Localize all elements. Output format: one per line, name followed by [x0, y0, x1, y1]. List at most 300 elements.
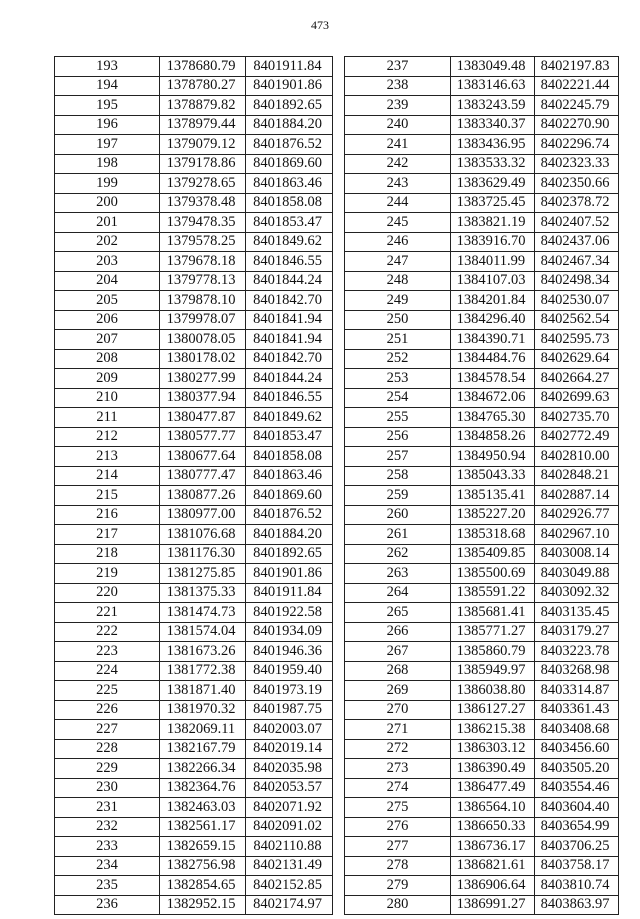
- table-row: [55, 525, 333, 545]
- x-coordinate-cell: 1379778.13: [160, 271, 246, 291]
- table-row: [345, 408, 619, 428]
- point-number-cell: 196: [55, 115, 160, 135]
- x-coordinate-cell: 1379978.07: [160, 310, 246, 330]
- x-coordinate-cell: 1380477.87: [160, 408, 246, 428]
- table-row: [55, 310, 333, 330]
- table-row: [345, 252, 619, 272]
- x-coordinate-cell: 1380277.99: [160, 369, 246, 389]
- point-number-cell: 278: [345, 856, 451, 876]
- table-row: [345, 876, 619, 896]
- point-number-cell: 269: [345, 681, 451, 701]
- point-number-cell: 271: [345, 720, 451, 740]
- point-number-cell: 275: [345, 798, 451, 818]
- table-row: [55, 252, 333, 272]
- point-number-cell: 203: [55, 252, 160, 272]
- table-row: [55, 603, 333, 623]
- table-row: [55, 505, 333, 525]
- y-coordinate-cell: 8403179.27: [535, 622, 619, 642]
- table-row: [55, 837, 333, 857]
- table-row: [55, 622, 333, 642]
- table-row: [55, 700, 333, 720]
- table-row: [345, 330, 619, 350]
- y-coordinate-cell: 8402562.54: [535, 310, 619, 330]
- point-number-cell: 260: [345, 505, 451, 525]
- point-number-cell: 204: [55, 271, 160, 291]
- table-row: [345, 388, 619, 408]
- x-coordinate-cell: 1383916.70: [451, 232, 535, 252]
- x-coordinate-cell: 1381871.40: [160, 681, 246, 701]
- point-number-cell: 207: [55, 330, 160, 350]
- table-row: [345, 427, 619, 447]
- table-row: [55, 720, 333, 740]
- table-row: [345, 720, 619, 740]
- x-coordinate-cell: 1381275.85: [160, 564, 246, 584]
- y-coordinate-cell: 8401842.70: [246, 349, 333, 369]
- y-coordinate-cell: 8402221.44: [535, 76, 619, 96]
- x-coordinate-cell: 1384201.84: [451, 291, 535, 311]
- y-coordinate-cell: 8401922.58: [246, 603, 333, 623]
- y-coordinate-cell: 8402437.06: [535, 232, 619, 252]
- y-coordinate-cell: 8402407.52: [535, 213, 619, 233]
- table-row: [55, 778, 333, 798]
- table-row: [55, 349, 333, 369]
- y-coordinate-cell: 8401987.75: [246, 700, 333, 720]
- x-coordinate-cell: 1378979.44: [160, 115, 246, 135]
- point-number-cell: 273: [345, 759, 451, 779]
- point-number-cell: 239: [345, 96, 451, 116]
- table-row: [55, 486, 333, 506]
- table-row: [55, 466, 333, 486]
- table-row: [55, 759, 333, 779]
- x-coordinate-cell: 1386906.64: [451, 876, 535, 896]
- x-coordinate-cell: 1384107.03: [451, 271, 535, 291]
- table-row: [345, 603, 619, 623]
- table-row: [345, 739, 619, 759]
- x-coordinate-cell: 1380377.94: [160, 388, 246, 408]
- x-coordinate-cell: 1384011.99: [451, 252, 535, 272]
- x-coordinate-cell: 1380977.00: [160, 505, 246, 525]
- table-row: [345, 817, 619, 837]
- y-coordinate-cell: 8401869.60: [246, 486, 333, 506]
- y-coordinate-cell: 8401911.84: [246, 583, 333, 603]
- point-number-cell: 195: [55, 96, 160, 116]
- point-number-cell: 245: [345, 213, 451, 233]
- y-coordinate-cell: 8403008.14: [535, 544, 619, 564]
- x-coordinate-cell: 1378879.82: [160, 96, 246, 116]
- point-number-cell: 280: [345, 895, 451, 915]
- table-row: [345, 778, 619, 798]
- table-row: [55, 798, 333, 818]
- x-coordinate-cell: 1379478.35: [160, 213, 246, 233]
- y-coordinate-cell: 8401858.08: [246, 193, 333, 213]
- table-row: [55, 76, 333, 96]
- y-coordinate-cell: 8403554.46: [535, 778, 619, 798]
- table-row: [345, 135, 619, 155]
- point-number-cell: 277: [345, 837, 451, 857]
- point-number-cell: 235: [55, 876, 160, 896]
- table-row: [55, 271, 333, 291]
- y-coordinate-cell: 8402498.34: [535, 271, 619, 291]
- x-coordinate-cell: 1386215.38: [451, 720, 535, 740]
- x-coordinate-cell: 1379678.18: [160, 252, 246, 272]
- point-number-cell: 248: [345, 271, 451, 291]
- point-number-cell: 218: [55, 544, 160, 564]
- point-number-cell: 249: [345, 291, 451, 311]
- table-row: [345, 310, 619, 330]
- table-row: [55, 330, 333, 350]
- point-number-cell: 228: [55, 739, 160, 759]
- point-number-cell: 213: [55, 447, 160, 467]
- point-number-cell: 194: [55, 76, 160, 96]
- x-coordinate-cell: 1386390.49: [451, 759, 535, 779]
- y-coordinate-cell: 8401842.70: [246, 291, 333, 311]
- y-coordinate-cell: 8401844.24: [246, 271, 333, 291]
- table-row: [345, 700, 619, 720]
- y-coordinate-cell: 8401973.19: [246, 681, 333, 701]
- point-number-cell: 220: [55, 583, 160, 603]
- table-row: [345, 895, 619, 915]
- table-row: [345, 856, 619, 876]
- table-row: [55, 291, 333, 311]
- x-coordinate-cell: 1380677.64: [160, 447, 246, 467]
- y-coordinate-cell: 8403654.99: [535, 817, 619, 837]
- x-coordinate-cell: 1382069.11: [160, 720, 246, 740]
- y-coordinate-cell: 8401849.62: [246, 408, 333, 428]
- table-row: [55, 427, 333, 447]
- table-row: [55, 856, 333, 876]
- table-row: [345, 96, 619, 116]
- x-coordinate-cell: 1385227.20: [451, 505, 535, 525]
- table-row: [345, 837, 619, 857]
- point-number-cell: 222: [55, 622, 160, 642]
- y-coordinate-cell: 8402595.73: [535, 330, 619, 350]
- x-coordinate-cell: 1383436.95: [451, 135, 535, 155]
- point-number-cell: 219: [55, 564, 160, 584]
- point-number-cell: 240: [345, 115, 451, 135]
- y-coordinate-cell: 8403049.88: [535, 564, 619, 584]
- table-row: [55, 681, 333, 701]
- point-number-cell: 252: [345, 349, 451, 369]
- x-coordinate-cell: 1383725.45: [451, 193, 535, 213]
- point-number-cell: 231: [55, 798, 160, 818]
- x-coordinate-cell: 1383821.19: [451, 213, 535, 233]
- point-number-cell: 227: [55, 720, 160, 740]
- table-row: [55, 135, 333, 155]
- y-coordinate-cell: 8402772.49: [535, 427, 619, 447]
- table-row: [345, 642, 619, 662]
- point-number-cell: 230: [55, 778, 160, 798]
- y-coordinate-cell: 8403505.20: [535, 759, 619, 779]
- point-number-cell: 259: [345, 486, 451, 506]
- y-coordinate-cell: 8401946.36: [246, 642, 333, 662]
- point-number-cell: 202: [55, 232, 160, 252]
- table-row: [345, 544, 619, 564]
- x-coordinate-cell: 1382463.03: [160, 798, 246, 818]
- x-coordinate-cell: 1384484.76: [451, 349, 535, 369]
- page-number: 473: [311, 18, 329, 32]
- x-coordinate-cell: 1384765.30: [451, 408, 535, 428]
- x-coordinate-cell: 1380078.05: [160, 330, 246, 350]
- point-number-cell: 212: [55, 427, 160, 447]
- table-row: [55, 96, 333, 116]
- point-number-cell: 234: [55, 856, 160, 876]
- y-coordinate-cell: 8402664.27: [535, 369, 619, 389]
- table-row: [345, 76, 619, 96]
- x-coordinate-cell: 1379378.48: [160, 193, 246, 213]
- x-coordinate-cell: 1383049.48: [451, 57, 535, 77]
- coordinates-table-right: [344, 56, 619, 915]
- y-coordinate-cell: 8403135.45: [535, 603, 619, 623]
- y-coordinate-cell: 8403604.40: [535, 798, 619, 818]
- point-number-cell: 246: [345, 232, 451, 252]
- table-row: [345, 349, 619, 369]
- table-row: [55, 564, 333, 584]
- x-coordinate-cell: 1382756.98: [160, 856, 246, 876]
- point-number-cell: 197: [55, 135, 160, 155]
- y-coordinate-cell: 8401911.84: [246, 57, 333, 77]
- x-coordinate-cell: 1380777.47: [160, 466, 246, 486]
- y-coordinate-cell: 8402967.10: [535, 525, 619, 545]
- table-row: [345, 486, 619, 506]
- point-number-cell: 199: [55, 174, 160, 194]
- x-coordinate-cell: 1381375.33: [160, 583, 246, 603]
- x-coordinate-cell: 1386038.80: [451, 681, 535, 701]
- table-row: [345, 661, 619, 681]
- point-number-cell: 267: [345, 642, 451, 662]
- point-number-cell: 193: [55, 57, 160, 77]
- x-coordinate-cell: 1385043.33: [451, 466, 535, 486]
- x-coordinate-cell: 1382167.79: [160, 739, 246, 759]
- table-row: [55, 544, 333, 564]
- point-number-cell: 236: [55, 895, 160, 915]
- y-coordinate-cell: 8402152.85: [246, 876, 333, 896]
- y-coordinate-cell: 8401853.47: [246, 213, 333, 233]
- x-coordinate-cell: 1382854.65: [160, 876, 246, 896]
- table-row: [345, 154, 619, 174]
- y-coordinate-cell: 8402131.49: [246, 856, 333, 876]
- point-number-cell: 276: [345, 817, 451, 837]
- point-number-cell: 251: [345, 330, 451, 350]
- y-coordinate-cell: 8403706.25: [535, 837, 619, 857]
- point-number-cell: 201: [55, 213, 160, 233]
- x-coordinate-cell: 1380178.02: [160, 349, 246, 369]
- x-coordinate-cell: 1379578.25: [160, 232, 246, 252]
- y-coordinate-cell: 8401892.65: [246, 96, 333, 116]
- table-row: [55, 895, 333, 915]
- table-row: [55, 388, 333, 408]
- point-number-cell: 206: [55, 310, 160, 330]
- table-row: [345, 213, 619, 233]
- x-coordinate-cell: 1386821.61: [451, 856, 535, 876]
- table-row: [345, 115, 619, 135]
- x-coordinate-cell: 1383629.49: [451, 174, 535, 194]
- y-coordinate-cell: 8401901.86: [246, 564, 333, 584]
- x-coordinate-cell: 1384296.40: [451, 310, 535, 330]
- y-coordinate-cell: 8402270.90: [535, 115, 619, 135]
- x-coordinate-cell: 1383340.37: [451, 115, 535, 135]
- y-coordinate-cell: 8401863.46: [246, 466, 333, 486]
- point-number-cell: 237: [345, 57, 451, 77]
- x-coordinate-cell: 1386991.27: [451, 895, 535, 915]
- x-coordinate-cell: 1382364.76: [160, 778, 246, 798]
- y-coordinate-cell: 8401884.20: [246, 115, 333, 135]
- point-number-cell: 229: [55, 759, 160, 779]
- x-coordinate-cell: 1385681.41: [451, 603, 535, 623]
- x-coordinate-cell: 1386650.33: [451, 817, 535, 837]
- y-coordinate-cell: 8401863.46: [246, 174, 333, 194]
- point-number-cell: 224: [55, 661, 160, 681]
- x-coordinate-cell: 1384578.54: [451, 369, 535, 389]
- point-number-cell: 270: [345, 700, 451, 720]
- point-number-cell: 266: [345, 622, 451, 642]
- x-coordinate-cell: 1386303.12: [451, 739, 535, 759]
- point-number-cell: 262: [345, 544, 451, 564]
- point-number-cell: 217: [55, 525, 160, 545]
- table-row: [55, 583, 333, 603]
- y-coordinate-cell: 8401876.52: [246, 505, 333, 525]
- table-row: [55, 232, 333, 252]
- point-number-cell: 223: [55, 642, 160, 662]
- point-number-cell: 279: [345, 876, 451, 896]
- x-coordinate-cell: 1382659.15: [160, 837, 246, 857]
- point-number-cell: 214: [55, 466, 160, 486]
- y-coordinate-cell: 8401849.62: [246, 232, 333, 252]
- table-row: [345, 681, 619, 701]
- point-number-cell: 210: [55, 388, 160, 408]
- x-coordinate-cell: 1379878.10: [160, 291, 246, 311]
- y-coordinate-cell: 8403314.87: [535, 681, 619, 701]
- table-row: [345, 193, 619, 213]
- coordinates-table-left: [54, 56, 333, 915]
- table-row: [345, 564, 619, 584]
- table-row: [55, 817, 333, 837]
- table-row: [345, 57, 619, 77]
- point-number-cell: 243: [345, 174, 451, 194]
- table-row: [345, 369, 619, 389]
- point-number-cell: 261: [345, 525, 451, 545]
- y-coordinate-cell: 8402848.21: [535, 466, 619, 486]
- x-coordinate-cell: 1384390.71: [451, 330, 535, 350]
- point-number-cell: 241: [345, 135, 451, 155]
- y-coordinate-cell: 8402053.57: [246, 778, 333, 798]
- y-coordinate-cell: 8403408.68: [535, 720, 619, 740]
- y-coordinate-cell: 8402629.64: [535, 349, 619, 369]
- point-number-cell: 215: [55, 486, 160, 506]
- point-number-cell: 272: [345, 739, 451, 759]
- y-coordinate-cell: 8403092.32: [535, 583, 619, 603]
- y-coordinate-cell: 8401869.60: [246, 154, 333, 174]
- table-row: [345, 174, 619, 194]
- x-coordinate-cell: 1381076.68: [160, 525, 246, 545]
- y-coordinate-cell: 8401844.24: [246, 369, 333, 389]
- y-coordinate-cell: 8402197.83: [535, 57, 619, 77]
- table-row: [345, 291, 619, 311]
- point-number-cell: 216: [55, 505, 160, 525]
- y-coordinate-cell: 8402245.79: [535, 96, 619, 116]
- point-number-cell: 256: [345, 427, 451, 447]
- x-coordinate-cell: 1382266.34: [160, 759, 246, 779]
- y-coordinate-cell: 8401901.86: [246, 76, 333, 96]
- x-coordinate-cell: 1378680.79: [160, 57, 246, 77]
- table-row: [345, 271, 619, 291]
- point-number-cell: 274: [345, 778, 451, 798]
- x-coordinate-cell: 1381474.73: [160, 603, 246, 623]
- x-coordinate-cell: 1385860.79: [451, 642, 535, 662]
- x-coordinate-cell: 1384950.94: [451, 447, 535, 467]
- point-number-cell: 208: [55, 349, 160, 369]
- y-coordinate-cell: 8403810.74: [535, 876, 619, 896]
- y-coordinate-cell: 8402003.07: [246, 720, 333, 740]
- point-number-cell: 263: [345, 564, 451, 584]
- x-coordinate-cell: 1381772.38: [160, 661, 246, 681]
- y-coordinate-cell: 8402530.07: [535, 291, 619, 311]
- point-number-cell: 253: [345, 369, 451, 389]
- point-number-cell: 257: [345, 447, 451, 467]
- point-number-cell: 232: [55, 817, 160, 837]
- table-row: [55, 739, 333, 759]
- table-row: [345, 232, 619, 252]
- table-row: [55, 174, 333, 194]
- y-coordinate-cell: 8401846.55: [246, 388, 333, 408]
- table-row: [345, 505, 619, 525]
- point-number-cell: 244: [345, 193, 451, 213]
- table-row: [55, 447, 333, 467]
- table-row: [55, 642, 333, 662]
- x-coordinate-cell: 1382561.17: [160, 817, 246, 837]
- x-coordinate-cell: 1385318.68: [451, 525, 535, 545]
- x-coordinate-cell: 1386564.10: [451, 798, 535, 818]
- table-row: [345, 466, 619, 486]
- table-row: [345, 525, 619, 545]
- y-coordinate-cell: 8402810.00: [535, 447, 619, 467]
- point-number-cell: 255: [345, 408, 451, 428]
- y-coordinate-cell: 8402467.34: [535, 252, 619, 272]
- y-coordinate-cell: 8403361.43: [535, 700, 619, 720]
- table-row: [55, 115, 333, 135]
- y-coordinate-cell: 8402019.14: [246, 739, 333, 759]
- x-coordinate-cell: 1381970.32: [160, 700, 246, 720]
- x-coordinate-cell: 1381176.30: [160, 544, 246, 564]
- y-coordinate-cell: 8402735.70: [535, 408, 619, 428]
- table-row: [345, 583, 619, 603]
- y-coordinate-cell: 8402350.66: [535, 174, 619, 194]
- point-number-cell: 268: [345, 661, 451, 681]
- y-coordinate-cell: 8403223.78: [535, 642, 619, 662]
- y-coordinate-cell: 8401876.52: [246, 135, 333, 155]
- y-coordinate-cell: 8402174.97: [246, 895, 333, 915]
- y-coordinate-cell: 8401841.94: [246, 310, 333, 330]
- point-number-cell: 209: [55, 369, 160, 389]
- x-coordinate-cell: 1384858.26: [451, 427, 535, 447]
- y-coordinate-cell: 8403268.98: [535, 661, 619, 681]
- x-coordinate-cell: 1379079.12: [160, 135, 246, 155]
- table-row: [55, 154, 333, 174]
- x-coordinate-cell: 1378780.27: [160, 76, 246, 96]
- point-number-cell: 247: [345, 252, 451, 272]
- table-row: [55, 213, 333, 233]
- y-coordinate-cell: 8402323.33: [535, 154, 619, 174]
- point-number-cell: 238: [345, 76, 451, 96]
- point-number-cell: 254: [345, 388, 451, 408]
- point-number-cell: 226: [55, 700, 160, 720]
- y-coordinate-cell: 8402071.92: [246, 798, 333, 818]
- x-coordinate-cell: 1385500.69: [451, 564, 535, 584]
- x-coordinate-cell: 1379178.86: [160, 154, 246, 174]
- y-coordinate-cell: 8402110.88: [246, 837, 333, 857]
- y-coordinate-cell: 8401884.20: [246, 525, 333, 545]
- table-row: [55, 661, 333, 681]
- y-coordinate-cell: 8402091.02: [246, 817, 333, 837]
